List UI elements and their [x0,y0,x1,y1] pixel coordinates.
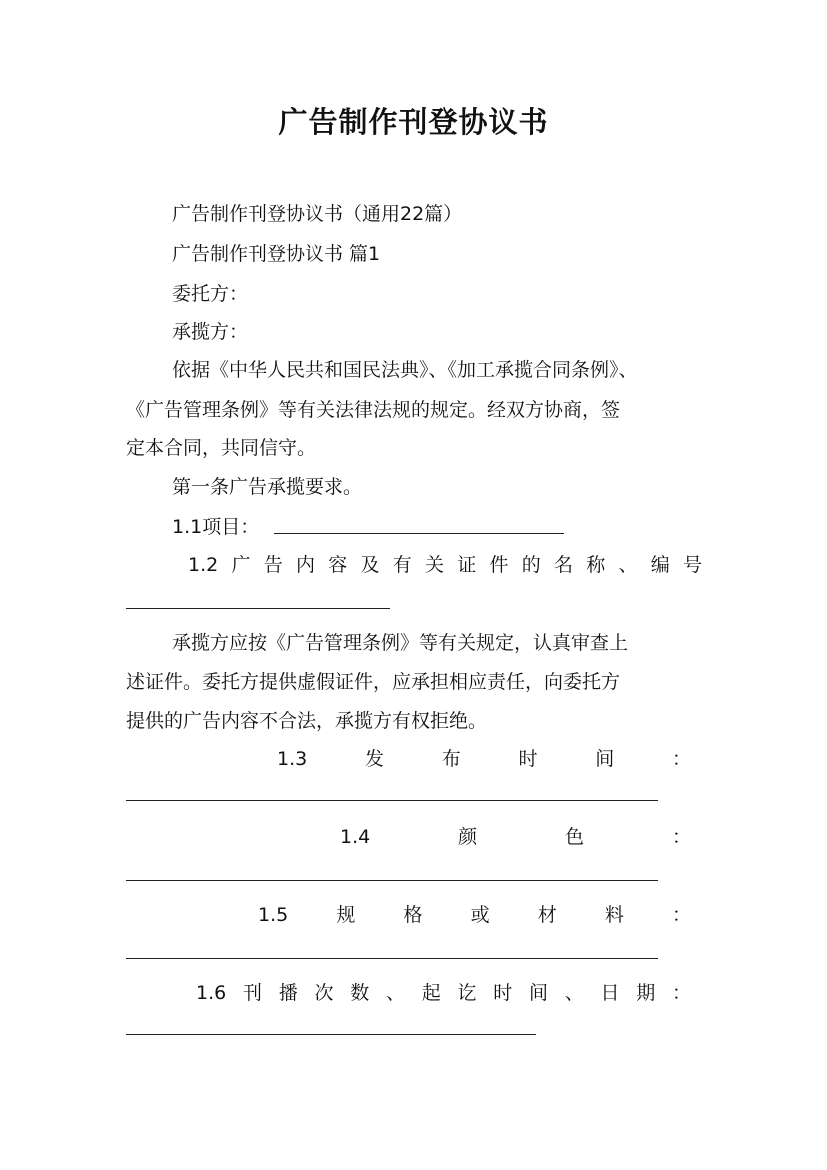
spread-char: 告 [263,554,283,576]
item-1-2-row [188,550,702,577]
spread-char: 时 [518,748,538,770]
spread-char: 、 [564,982,584,1004]
spread-char: 有 [392,554,412,576]
spread-char: 期 [636,982,656,1004]
item-1-5-blank-line [126,958,658,959]
item-1-3-row [277,744,691,771]
spread-char: ： [671,904,691,926]
document-title: 广告制作刊登协议书 [278,105,549,139]
spread-char: 广 [231,554,251,576]
item-1-1-blank-line [274,533,564,534]
spread-char: 起 [421,982,441,1004]
spread-char: 次 [314,982,334,1004]
spread-char: 、 [385,982,405,1004]
spread-char: 1.2 [188,554,219,576]
spread-char: 间 [528,982,548,1004]
spread-char: 1.4 [340,826,371,848]
spread-char: 刊 [242,982,262,1004]
spread-char: 色 [565,826,585,848]
spread-char: 材 [537,904,557,926]
spread-char: 或 [470,904,490,926]
spread-char: 发 [364,748,384,770]
item-1-2-blank-line [126,608,390,609]
item-1-3-blank-line [126,800,658,801]
spread-char: 日 [600,982,620,1004]
spread-char: ： [671,982,691,1004]
item-1-6-row [196,978,691,1005]
intro-paragraph-line: 依据《中华人民共和国民法典》、《加工承揽合同条例》、 [172,359,638,381]
review-paragraph-line: 述证件。委托方提供虚假证件，应承担相应责任，向委托方 [126,671,621,693]
spread-char: ： [671,748,691,770]
spread-char: 及 [360,554,380,576]
spread-char: 1.3 [277,748,308,770]
intro-paragraph-line: 《广告管理条例》等有关法律法规的规定。经双方协商，签 [126,399,621,421]
spread-char: 1.6 [196,982,227,1004]
spread-char: 格 [403,904,423,926]
contractor-label: 承揽方： [172,321,249,343]
spread-char: 间 [595,748,615,770]
spread-char: 称 [586,554,606,576]
spread-char: 播 [278,982,298,1004]
spread-char: 证 [457,554,477,576]
spread-char: 1.5 [258,904,289,926]
spread-char: 号 [682,554,702,576]
item-1-4-blank-line [126,880,658,881]
part-heading: 广告制作刊登协议书 篇1 [172,243,381,265]
spread-char: 内 [295,554,315,576]
spread-char: 讫 [457,982,477,1004]
item-1-6-blank-line [126,1034,536,1035]
spread-char: 名 [553,554,573,576]
client-label: 委托方： [172,283,249,305]
spread-char: 数 [350,982,370,1004]
item-1-4-row [340,822,691,849]
spread-char: 料 [604,904,624,926]
spread-char: 规 [336,904,356,926]
spread-char: 编 [650,554,670,576]
review-paragraph-line: 承揽方应按《广告管理条例》等有关规定，认真审查上 [172,632,629,654]
spread-char: 颜 [458,826,478,848]
spread-char: 、 [618,554,638,576]
item-1-1-label: 1.1项目： [172,516,260,538]
spread-char: 件 [489,554,509,576]
spread-char: ： [671,826,691,848]
spread-char: 布 [441,748,461,770]
article-1-heading: 第一条广告承揽要求。 [172,476,363,498]
review-paragraph-line: 提供的广告内容不合法，承揽方有权拒绝。 [126,710,488,732]
spread-char: 的 [521,554,541,576]
intro-paragraph-line: 定本合同，共同信守。 [126,437,317,459]
item-1-5-row [258,900,691,927]
spread-char: 容 [328,554,348,576]
spread-char: 时 [493,982,513,1004]
subtitle: 广告制作刊登协议书（通用22篇） [172,203,463,225]
spread-char: 关 [424,554,444,576]
